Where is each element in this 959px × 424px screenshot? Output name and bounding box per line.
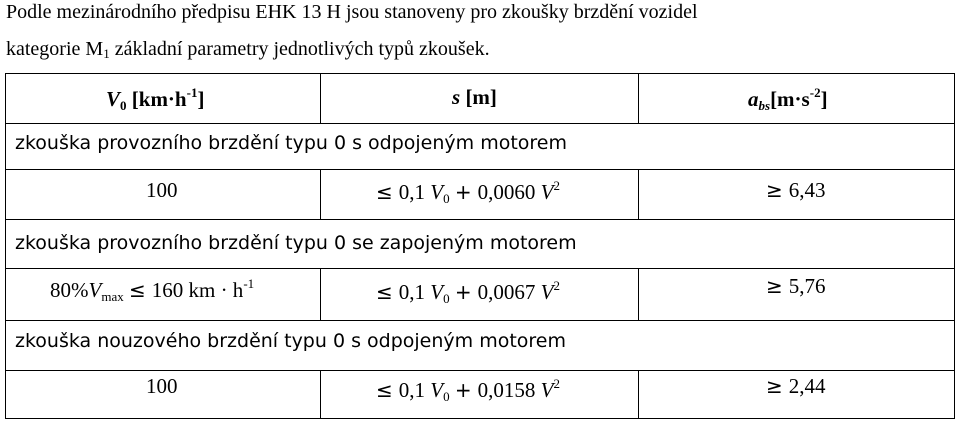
le-symbol: ≤ [128,278,146,302]
header-speed-unit-end: ] [197,87,205,111]
coef-1: 0,1 [398,180,426,204]
plus-symbol: + [454,180,472,204]
header-distance-symbol: s [452,85,461,109]
header-distance-unit: [m] [460,85,497,109]
header-decel-unit-end: ] [820,87,828,111]
row-divider [6,123,954,124]
col-divider [320,74,321,123]
header-speed-sup: -1 [186,85,198,100]
intro-line-2-rest: základní parametry jednotlivých typů zkoušek. [109,38,490,60]
brake-test-table [5,73,955,419]
coef-1: 0,1 [398,280,426,304]
col-divider [638,268,639,320]
le-symbol: ≤ [376,378,393,402]
var-sub: 0 [443,389,450,404]
ge-symbol: ≥ [766,178,783,202]
row-divider [6,169,954,170]
row-divider [6,219,954,220]
distance-formula [376,278,560,307]
header-distance [452,85,497,110]
col-divider [320,268,321,320]
coef-2: 0,0158 [477,378,536,402]
col-divider [320,370,321,419]
decel-number: 5,76 [788,274,826,298]
var-sub: 0 [443,291,450,306]
decel-number: 2,44 [788,374,826,398]
plus-symbol: + [454,280,472,304]
var-sup: 2 [553,376,560,391]
var-v: V [88,278,102,302]
header-speed-symbol: V [106,87,121,111]
deceleration-value [766,374,826,399]
var-sub: max [101,289,124,304]
col-divider [638,74,639,123]
var-v: V [430,280,444,304]
header-speed-unit: [km·h [126,87,187,111]
intro-line-1: Podle mezinárodního předpisu EHK 13 H jsou stanoveny pro zkoušky brzdění vozidel [6,1,698,23]
header-decel-sup: -2 [809,85,821,100]
col-divider [638,370,639,419]
row-divider [6,268,954,269]
speed-limit: 160 km · h [151,278,244,302]
header-decel-symbol: a [748,87,759,111]
var-sup: 2 [553,278,560,293]
var-sub: 0 [443,191,450,206]
le-symbol: ≤ [376,280,393,304]
col-divider [638,169,639,219]
header-speed [106,85,204,114]
header-decel-unit: [m·s [770,87,810,111]
distance-formula [376,376,560,405]
decel-number: 6,43 [788,178,826,202]
row-divider [6,320,954,321]
distance-formula [376,178,560,207]
row-divider [6,370,954,371]
le-symbol: ≤ [376,180,393,204]
deceleration-value [766,178,826,203]
col-divider [320,169,321,219]
intro-line-2 [6,38,490,62]
group-title: zkouška provozního brzdění typu 0 se zapojeným motorem [15,232,577,254]
category-subscript: 1 [103,46,110,61]
plus-symbol: + [454,378,472,402]
var-sup: 2 [553,178,560,193]
var-v: V [540,280,554,304]
ge-symbol: ≥ [766,274,783,298]
coef-1: 0,1 [398,378,426,402]
intro-line-2-text: kategorie M [6,38,104,60]
speed-value: 100 [146,178,178,202]
header-deceleration [748,85,828,114]
var-v: V [430,378,444,402]
deceleration-value [766,274,826,299]
coef-2: 0,0067 [477,280,536,304]
speed-value [50,276,254,305]
var-sup: -1 [243,276,255,291]
speed-pct: 80% [50,278,89,302]
group-title: zkouška provozního brzdění typu 0 s odpojeným motorem [15,132,567,154]
var-v: V [540,180,554,204]
header-decel-sub: bs [758,98,771,113]
group-title: zkouška nouzového brzdění typu 0 s odpojeným motorem [15,330,566,352]
ge-symbol: ≥ [766,374,783,398]
var-v: V [430,180,444,204]
var-v: V [540,378,554,402]
header-speed-sub: 0 [120,98,127,113]
coef-2: 0,0060 [477,180,536,204]
speed-value: 100 [146,374,178,398]
